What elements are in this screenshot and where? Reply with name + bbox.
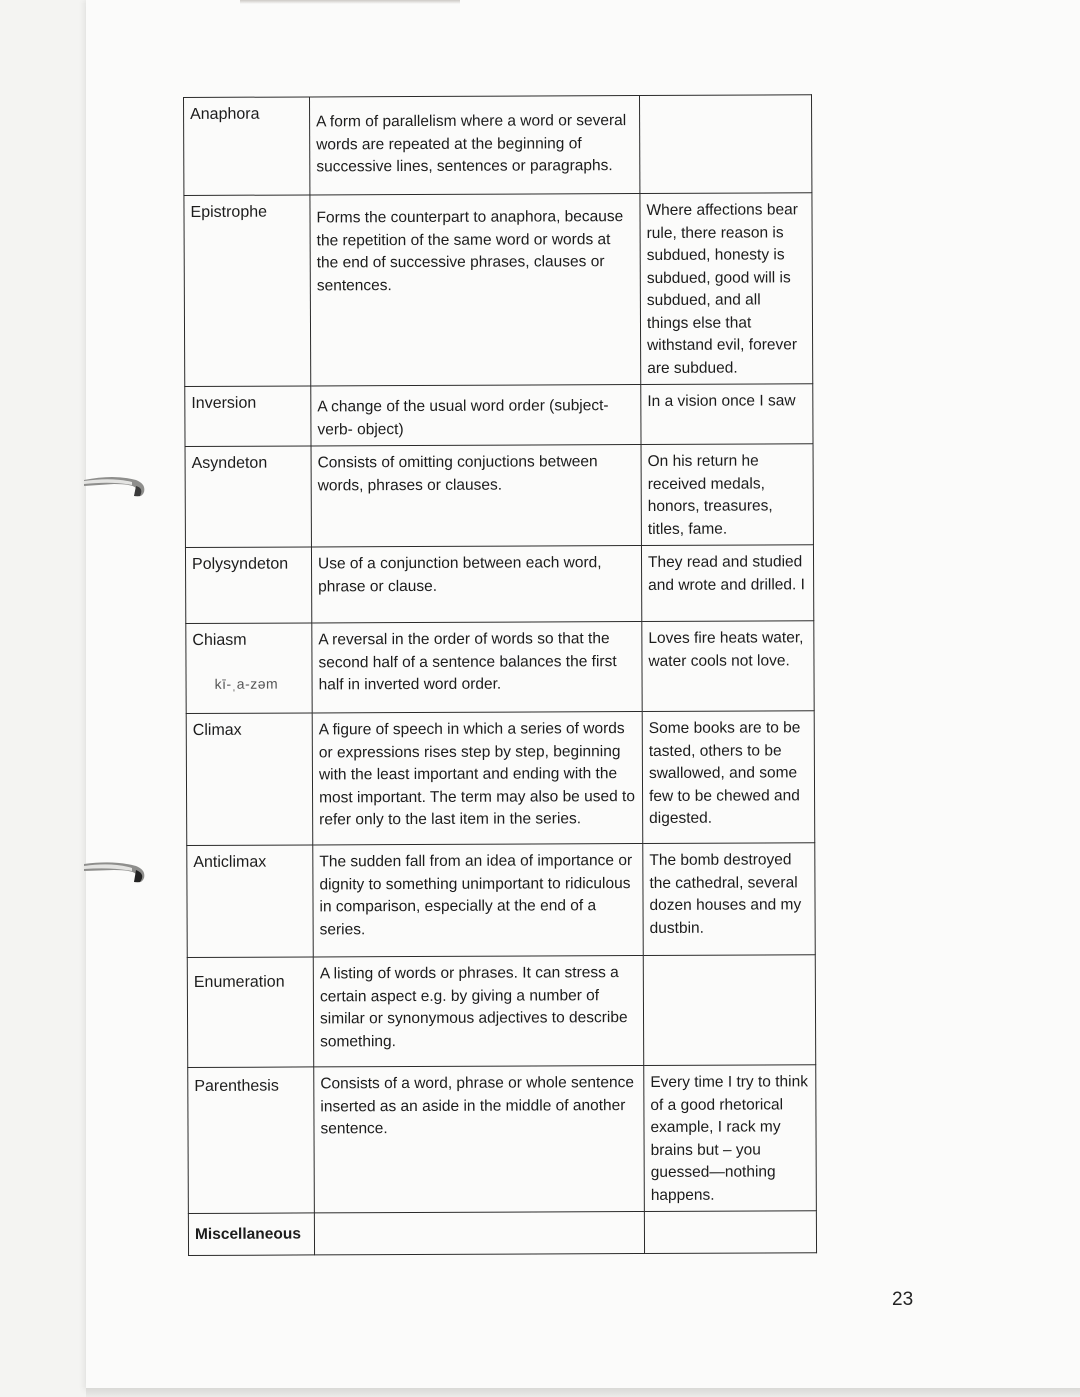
table-row [188,1211,816,1256]
example-cell: Loves fire heats water, water cools not love. [642,621,814,712]
example-cell: On his return he received medals, honors, treasures, titles, fame. [641,444,813,546]
table-row [185,444,813,548]
definition-cell: A listing of words or phrases. It can stress a certain aspect e.g. by giving a number of similar or synonymous adjectives to describe something. [313,955,643,1066]
term-cell: Miscellaneous [188,1213,314,1256]
table-row [188,1065,817,1214]
term-cell: Inversion [185,386,311,447]
example-cell [644,1211,816,1254]
term-cell: Anticlimax [187,845,313,958]
definition-cell: A change of the usual word order (subject-verb- object) [311,385,641,446]
definition-cell: The sudden fall from an idea of importance or dignity to something unimportant to ridiculous in comparison, especially at the end of a series. [313,844,643,957]
table-row [185,545,813,624]
term-cell: Parenthesis [188,1067,315,1214]
pronunciation-note: kī-ˌa-zəm [214,675,279,692]
definition-cell: Consists of omitting conjuctions between words, phrases or clauses. [311,445,641,547]
rhetorical-devices-table [183,94,817,1256]
example-cell: Some books are to be tasted, others to be swallowed, and some few to be chewed and digested. [642,711,815,844]
definition-cell: Use of a conjunction between each word, phrase or clause. [311,546,641,623]
term-cell: Enumeration [187,957,313,1068]
example-cell: Where affections bear rule, there reason is subdued, honesty is subdued, good will is subdued, and all things else that withstand evil, forever are subdued. [640,193,813,385]
definition-cell: A form of parallelism where a word or several words are repeated at the beginning of successive lines, sentences or paragraphs. [310,96,640,195]
table-row [187,843,815,958]
term-cell: Asyndeton [185,446,311,548]
example-cell: Every time I try to think of a good rhetorical example, I rack my brains but – you guessed—nothing happens. [644,1065,817,1212]
term-cell: Anaphora [184,97,310,196]
term-cell: Polysyndeton [185,547,311,624]
definition-cell [314,1211,644,1254]
definition-cell: A reversal in the order of words so that the second half of a sentence balances the first half in inverted word order. [312,622,642,713]
example-cell: In a vision once I saw [641,384,813,445]
term-cell: Climax [186,713,313,846]
example-cell [639,95,811,194]
binder-ring-bottom [84,858,148,886]
definition-cell: Consists of a word, phrase or whole sentence inserted as an aside in the middle of another sentence. [314,1065,645,1212]
term-cell: Chiasm kī-ˌa-zəm [186,623,312,714]
page-top-shadow [240,0,460,4]
table-row [184,95,812,196]
example-cell [643,955,815,1066]
binder-ring-top [84,472,148,500]
table-row [185,384,813,447]
definition-cell: Forms the counterpart to anaphora, because the repetition of the same word or words at the end of successive phrases, clauses or sentences. [310,194,641,386]
table-row [186,621,814,714]
definition-cell: A figure of speech in which a series of words or expressions rises step by step, beginning with the least important and ending with the most important. The term may also be used to refer only to the last item in the series. [312,712,643,845]
table-row [187,955,815,1068]
example-cell: The bomb destroyed the cathedral, several dozen houses and my dustbin. [643,843,815,956]
term-cell: Epistrophe [184,195,311,387]
page-number: 23 [892,1289,914,1310]
table-row [184,193,813,387]
page-bottom-edge [86,1388,1080,1397]
table-row [186,711,815,846]
example-cell: They read and studied and wrote and drilled. I [641,545,813,622]
